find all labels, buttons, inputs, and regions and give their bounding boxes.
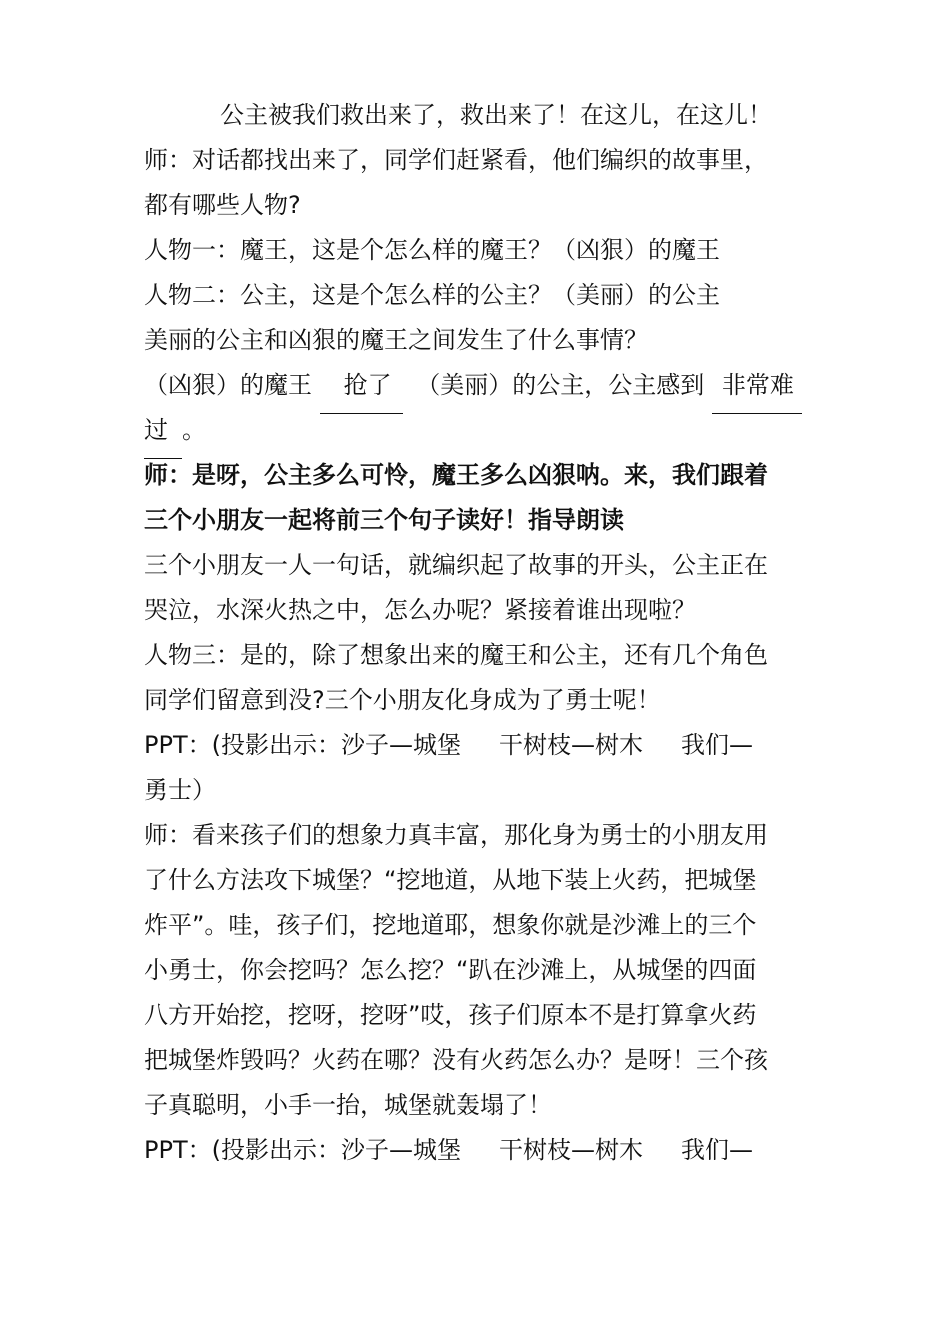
- teacher-question-line-1: 师：对话都找出来了，同学们赶紧看，他们编织的故事里，: [144, 146, 768, 174]
- ppt-projection-1: [144, 723, 810, 768]
- teacher-story-line-1: 师：看来孩子们的想象力真丰富，那化身为勇士的小朋友用: [144, 821, 768, 849]
- fill-blank-answer-2: 非常难: [712, 363, 802, 408]
- fill-blank-answer-1: 抢了: [320, 363, 403, 408]
- character-three-line-2: 同学们留意到没?三个小朋友化身成为了勇士呢！: [144, 686, 661, 714]
- fill-blank-seg1: （凶狠）的魔王: [144, 371, 312, 399]
- ppt-projection-1-item2: 干树枝—树木: [498, 731, 643, 759]
- teacher-question-line-2: 都有哪些人物?: [144, 191, 301, 219]
- teacher-guidance-line-1: 师：是呀，公主多么可怜，魔王多么凶狠呐。来，我们跟着: [144, 461, 768, 489]
- document-page: [144, 93, 810, 1173]
- ppt-projection-2-item3: 我们—: [680, 1136, 753, 1164]
- story-opening-line-2: 哭泣，水深火热之中，怎么办呢？紧接着谁出现啦？: [144, 596, 696, 624]
- teacher-story-line-4: 小勇士，你会挖吗？怎么挖？“趴在沙滩上，从城堡的四面: [144, 956, 757, 984]
- fill-blank-sentence-cont: [144, 408, 810, 453]
- ppt-projection-1-cont: 勇士）: [144, 776, 216, 804]
- character-two: 人物二：公主，这是个怎么样的公主？（美丽）的公主: [144, 281, 720, 309]
- character-three-line-1: 人物三：是的，除了想象出来的魔王和公主，还有几个角色: [144, 641, 768, 669]
- question-what-happened: 美丽的公主和凶狠的魔王之间发生了什么事情？: [144, 326, 648, 354]
- ppt-projection-2-prefix: PPT：(投影出示：沙子—城堡: [144, 1136, 461, 1164]
- paragraph-rescue: 公主被我们救出来了，救出来了！在这儿，在这儿！: [220, 101, 772, 129]
- teacher-story-line-5: 八方开始挖，挖呀，挖呀”哎，孩子们原本不是打算拿火药: [144, 1001, 757, 1029]
- fill-blank-answer-3: 过: [144, 408, 182, 453]
- story-opening-line-1: 三个小朋友一人一句话，就编织起了故事的开头，公主正在: [144, 551, 768, 579]
- teacher-story-line-2: 了什么方法攻下城堡？“挖地道，从地下装上火药，把城堡: [144, 866, 757, 894]
- ppt-projection-1-item3: 我们—: [680, 731, 753, 759]
- fill-blank-sentence: [144, 363, 810, 408]
- teacher-story-line-6: 把城堡炸毁吗？火药在哪？没有火药怎么办？是呀！三个孩: [144, 1046, 768, 1074]
- fill-blank-end: 。: [182, 416, 206, 444]
- teacher-guidance-line-2: 三个小朋友一起将前三个句子读好！指导朗读: [144, 506, 624, 534]
- teacher-story-line-7: 子真聪明，小手一抬，城堡就轰塌了！: [144, 1091, 552, 1119]
- fill-blank-seg2: （美丽）的公主，公主感到: [416, 371, 705, 399]
- ppt-projection-1-prefix: PPT：(投影出示：沙子—城堡: [144, 731, 461, 759]
- teacher-story-line-3: 炸平”。哇，孩子们，挖地道耶，想象你就是沙滩上的三个: [144, 911, 757, 939]
- ppt-projection-2-item2: 干树枝—树木: [498, 1136, 643, 1164]
- character-one: 人物一：魔王，这是个怎么样的魔王？（凶狠）的魔王: [144, 236, 720, 264]
- ppt-projection-2: [144, 1128, 810, 1173]
